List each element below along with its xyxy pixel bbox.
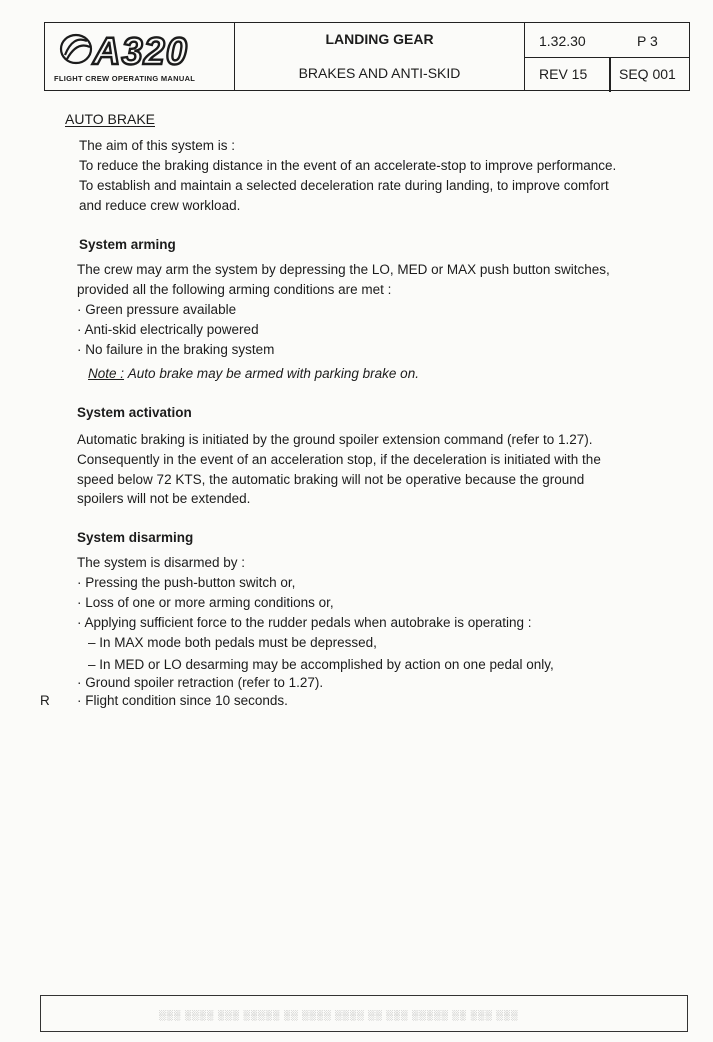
page-number: P 3 (637, 33, 658, 49)
arming-bullet: · Green pressure available (77, 302, 237, 317)
disarming-bullet: · Loss of one or more arming conditions or, (77, 595, 334, 610)
activation-line: speed below 72 KTS, the automatic braking will not be operative because the ground (77, 472, 585, 487)
disarming-bullet: · Pressing the push-button switch or, (77, 575, 296, 590)
section-heading-disarming: System disarming (77, 530, 194, 545)
sequence: SEQ 001 (619, 66, 676, 82)
note-text: Auto brake may be armed with parking brake on. (127, 366, 419, 381)
section-heading-arming: System arming (79, 237, 176, 252)
note (88, 365, 419, 382)
page-footer (40, 995, 688, 1032)
arming-bullet: · Anti-skid electrically powered (77, 322, 259, 337)
note-label: Note : (88, 366, 125, 381)
revision-mark: R (40, 693, 50, 708)
intro-line: To establish and maintain a selected deceleration rate during landing, to improve comfort (79, 178, 609, 193)
disarming-bullet: · Flight condition since 10 seconds. (77, 693, 288, 708)
logo-text: A320 (93, 31, 188, 71)
section-heading-activation: System activation (77, 405, 192, 420)
activation-line: spoilers will not be extended. (77, 491, 251, 506)
chapter-title: LANDING GEAR (325, 31, 434, 47)
section-title: BRAKES AND ANTI-SKID (298, 65, 461, 81)
revision: REV 15 (539, 66, 588, 82)
activation-line: Consequently in the event of an acceleration stop, if the deceleration is initiated with the (77, 452, 601, 467)
disarming-subitem: – In MED or LO desarming may be accomplished by action on one pedal only, (88, 657, 554, 672)
arming-line: provided all the following arming conditions are met : (77, 282, 392, 297)
arming-bullet: · No failure in the braking system (77, 342, 275, 357)
arming-line: The crew may arm the system by depressing the LO, MED or MAX push button switches, (77, 262, 610, 277)
main-heading: AUTO BRAKE (65, 111, 155, 127)
disarming-subitem: – In MAX mode both pedals must be depressed, (88, 635, 377, 650)
disarming-line: The system is disarmed by : (77, 555, 246, 570)
logo-subtitle: FLIGHT CREW OPERATING MANUAL (54, 74, 196, 83)
disarming-bullet: · Ground spoiler retraction (refer to 1.27). (77, 675, 324, 690)
intro-line: The aim of this system is : (79, 138, 236, 153)
doc-ref: 1.32.30 (539, 33, 586, 49)
intro-line: and reduce crew workload. (79, 198, 241, 213)
disarming-bullet: · Applying sufficient force to the rudder pedals when autobrake is operating : (77, 615, 532, 630)
footer-faint-text: ░░░ ░░░░ ░░░ ░░░░░ ░░ ░░░░ ░░░░ ░░ ░░░ ░░░░░ ░░ ░░░ ░░░ (159, 1010, 519, 1020)
activation-line: Automatic braking is initiated by the ground spoiler extension command (refer to 1.27). (77, 432, 593, 447)
intro-line: To reduce the braking distance in the event of an accelerate-stop to improve performance. (79, 158, 617, 173)
